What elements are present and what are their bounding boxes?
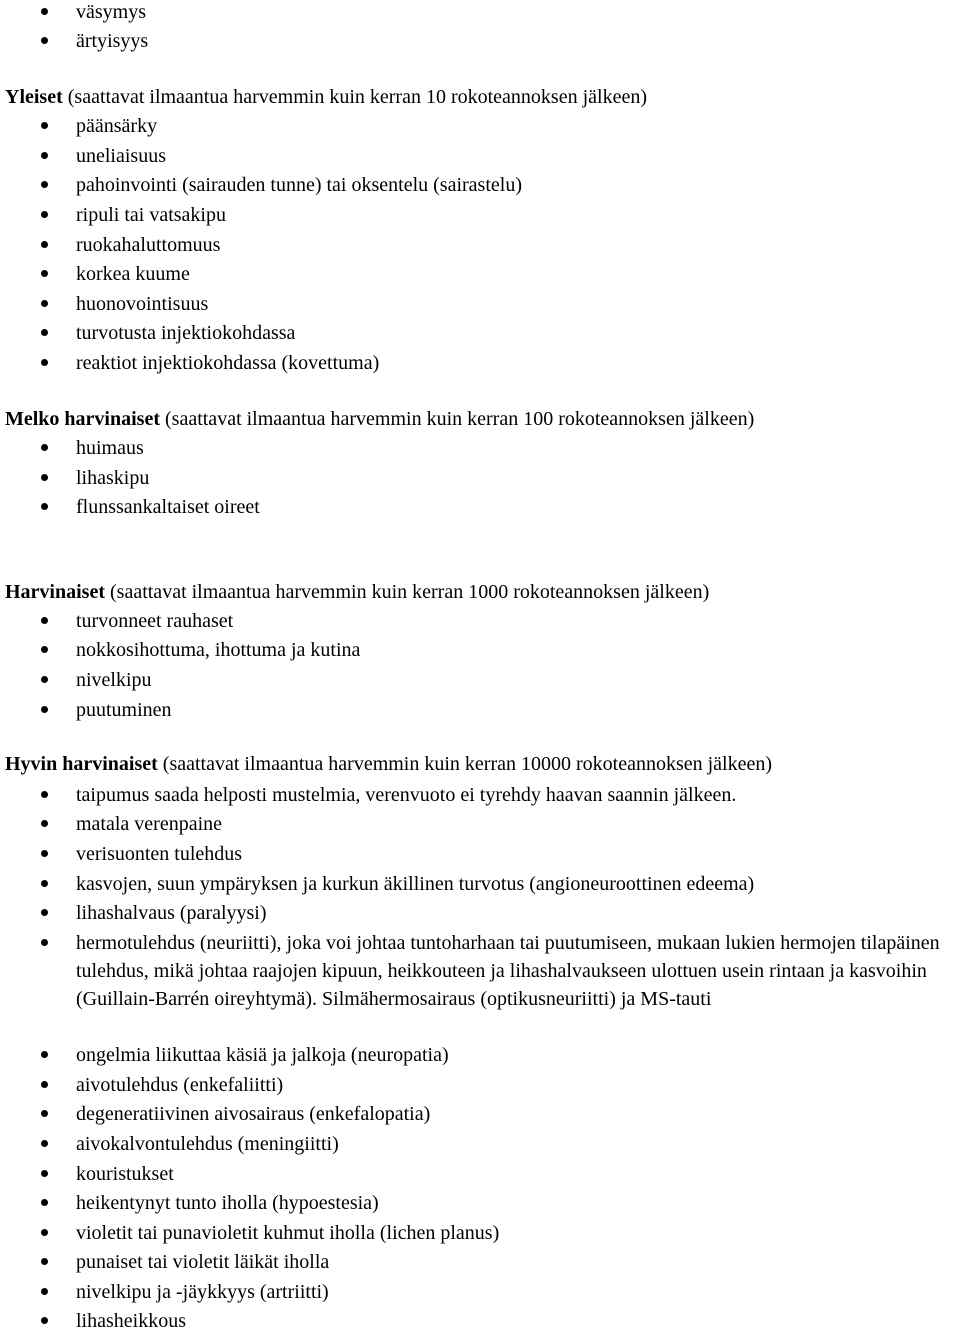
bullet-icon — [41, 939, 48, 946]
list-item-text: ärtyisyys — [76, 30, 149, 52]
frequency-label: Harvinaiset — [5, 581, 105, 603]
bullet-icon — [41, 850, 48, 857]
list-item — [76, 495, 260, 519]
list-item — [76, 1221, 499, 1245]
list-item — [76, 29, 148, 53]
bullet-icon — [41, 646, 48, 653]
list-item-text: ruokahaluttomuus — [76, 234, 221, 256]
bullet-icon — [41, 706, 48, 713]
list-item — [76, 1043, 449, 1067]
list-item — [76, 668, 152, 692]
bullet-icon — [41, 909, 48, 916]
bullet-icon — [41, 880, 48, 887]
list-item-text: kasvojen, suun ympäryksen ja kurkun äkillinen turvotus (angioneuroottinen edeema) — [76, 873, 755, 895]
bullet-icon — [41, 1199, 48, 1206]
list-item-text: huonovointisuus — [76, 293, 209, 315]
bullet-icon — [41, 152, 48, 159]
bullet-icon — [41, 241, 48, 248]
list-item-text: uneliaisuus — [76, 145, 166, 167]
bullet-icon — [41, 1110, 48, 1117]
list-item-text: taipumus saada helposti mustelmia, verenvuoto ei tyrehdy haavan saannin jälkeen. — [76, 784, 737, 806]
list-item-text: matala verenpaine — [76, 813, 223, 835]
bullet-icon — [41, 1170, 48, 1177]
list-item-text: hermotulehdus (neuriitti), joka voi johtaa tuntoharhaan tai puutumiseen, mukaan lukien hermojen tilapäinen tulehdus, mikä johtaa raajojen kipuun, heikkouteen ja lihashalvaukseen ulottuen usein rintaan ja kasvoihin (Guillain-Barrén oireyhtymä). Silmähermosairaus (optikusneuriitti) ja MS-tauti — [76, 932, 940, 1010]
bullet-icon — [41, 503, 48, 510]
section-heading-rare — [5, 580, 709, 604]
list-item-text: nokkosihottuma, ihottuma ja kutina — [76, 639, 361, 661]
section-heading-uncommon — [5, 407, 754, 431]
list-item — [76, 351, 379, 375]
frequency-note: (saattavat ilmaantua harvemmin kuin kerran 1000 rokoteannoksen jälkeen) — [110, 581, 710, 603]
list-item — [76, 1250, 329, 1274]
list-item-text: ongelmia liikuttaa käsiä ja jalkoja (neuropatia) — [76, 1044, 449, 1066]
list-item — [76, 1191, 379, 1215]
list-item — [76, 144, 166, 168]
bullet-icon — [41, 444, 48, 451]
list-item — [76, 114, 157, 138]
list-item-text: heikentynyt tunto iholla (hypoestesia) — [76, 1192, 379, 1214]
list-item — [76, 203, 226, 227]
bullet-icon — [41, 8, 48, 15]
list-item-text: lihaskipu — [76, 467, 150, 489]
list-item — [76, 638, 360, 662]
list-item-text: ripuli tai vatsakipu — [76, 204, 226, 226]
bullet-icon — [41, 359, 48, 366]
list-item-text: verisuonten tulehdus — [76, 843, 243, 865]
frequency-label: Hyvin harvinaiset — [5, 753, 158, 775]
list-item-text: pahoinvointi (sairauden tunne) tai oksentelu (sairastelu) — [76, 174, 522, 196]
list-item — [76, 872, 754, 896]
list-item — [76, 1309, 186, 1333]
list-item-text: nivelkipu — [76, 669, 152, 691]
bullet-icon — [41, 791, 48, 798]
list-item — [76, 1073, 283, 1097]
bullet-icon — [41, 37, 48, 44]
list-item-text: väsymys — [76, 1, 146, 23]
bullet-icon — [41, 820, 48, 827]
list-item-text: flunssankaltaiset oireet — [76, 496, 260, 518]
list-item — [76, 1280, 329, 1304]
list-item-text: lihashalvaus (paralyysi) — [76, 902, 267, 924]
list-item — [76, 0, 146, 24]
list-item-text: huimaus — [76, 437, 144, 459]
list-item — [76, 436, 144, 460]
frequency-note: (saattavat ilmaantua harvemmin kuin kerran 100 rokoteannoksen jälkeen) — [165, 408, 755, 430]
list-item — [76, 929, 956, 1013]
list-item-text: päänsärky — [76, 115, 158, 137]
list-item-text: turvonneet rauhaset — [76, 610, 234, 632]
list-item — [76, 783, 736, 807]
list-item — [76, 842, 242, 866]
list-item — [76, 233, 220, 257]
list-item — [76, 1132, 339, 1156]
bullet-icon — [41, 1051, 48, 1058]
list-item-text: punaiset tai violetit läikät iholla — [76, 1251, 330, 1273]
frequency-note: (saattavat ilmaantua harvemmin kuin kerran 10000 rokoteannoksen jälkeen) — [162, 753, 773, 775]
list-item-text: turvotusta injektiokohdassa — [76, 322, 296, 344]
list-item — [76, 609, 233, 633]
list-item — [76, 812, 222, 836]
list-item-text: degeneratiivinen aivosairaus (enkefalopatia) — [76, 1103, 431, 1125]
section-heading-common — [5, 85, 647, 109]
list-item-text: reaktiot injektiokohdassa (kovettuma) — [76, 352, 380, 374]
bullet-icon — [41, 270, 48, 277]
list-item — [76, 321, 295, 345]
bullet-icon — [41, 1081, 48, 1088]
bullet-icon — [41, 122, 48, 129]
list-item-text: aivotulehdus (enkefaliitti) — [76, 1074, 284, 1096]
list-item-text: puutuminen — [76, 699, 172, 721]
list-item — [76, 901, 267, 925]
bullet-icon — [41, 211, 48, 218]
list-item-text: nivelkipu ja -jäykkyys (artriitti) — [76, 1281, 329, 1303]
bullet-icon — [41, 329, 48, 336]
frequency-note: (saattavat ilmaantua harvemmin kuin kerran 10 rokoteannoksen jälkeen) — [67, 86, 647, 108]
bullet-icon — [41, 617, 48, 624]
list-item-text: aivokalvontulehdus (meningiitti) — [76, 1133, 339, 1155]
list-item-text: kouristukset — [76, 1163, 174, 1185]
bullet-icon — [41, 300, 48, 307]
bullet-icon — [41, 1258, 48, 1265]
frequency-label: Melko harvinaiset — [5, 408, 160, 430]
list-item-text: korkea kuume — [76, 263, 190, 285]
bullet-icon — [41, 1229, 48, 1236]
frequency-label: Yleiset — [5, 86, 63, 108]
list-item — [76, 173, 522, 197]
bullet-icon — [41, 181, 48, 188]
list-item — [76, 292, 208, 316]
bullet-icon — [41, 1140, 48, 1147]
list-item — [76, 1162, 174, 1186]
list-item — [76, 262, 190, 286]
bullet-icon — [41, 1288, 48, 1295]
bullet-icon — [41, 1317, 48, 1324]
list-item-text: lihasheikkous — [76, 1310, 186, 1332]
list-item-text: violetit tai punavioletit kuhmut iholla (lichen planus) — [76, 1222, 500, 1244]
list-item — [76, 466, 149, 490]
section-heading-very-rare — [5, 752, 772, 776]
list-item — [76, 1102, 430, 1126]
bullet-icon — [41, 676, 48, 683]
list-item — [76, 698, 172, 722]
bullet-icon — [41, 474, 48, 481]
